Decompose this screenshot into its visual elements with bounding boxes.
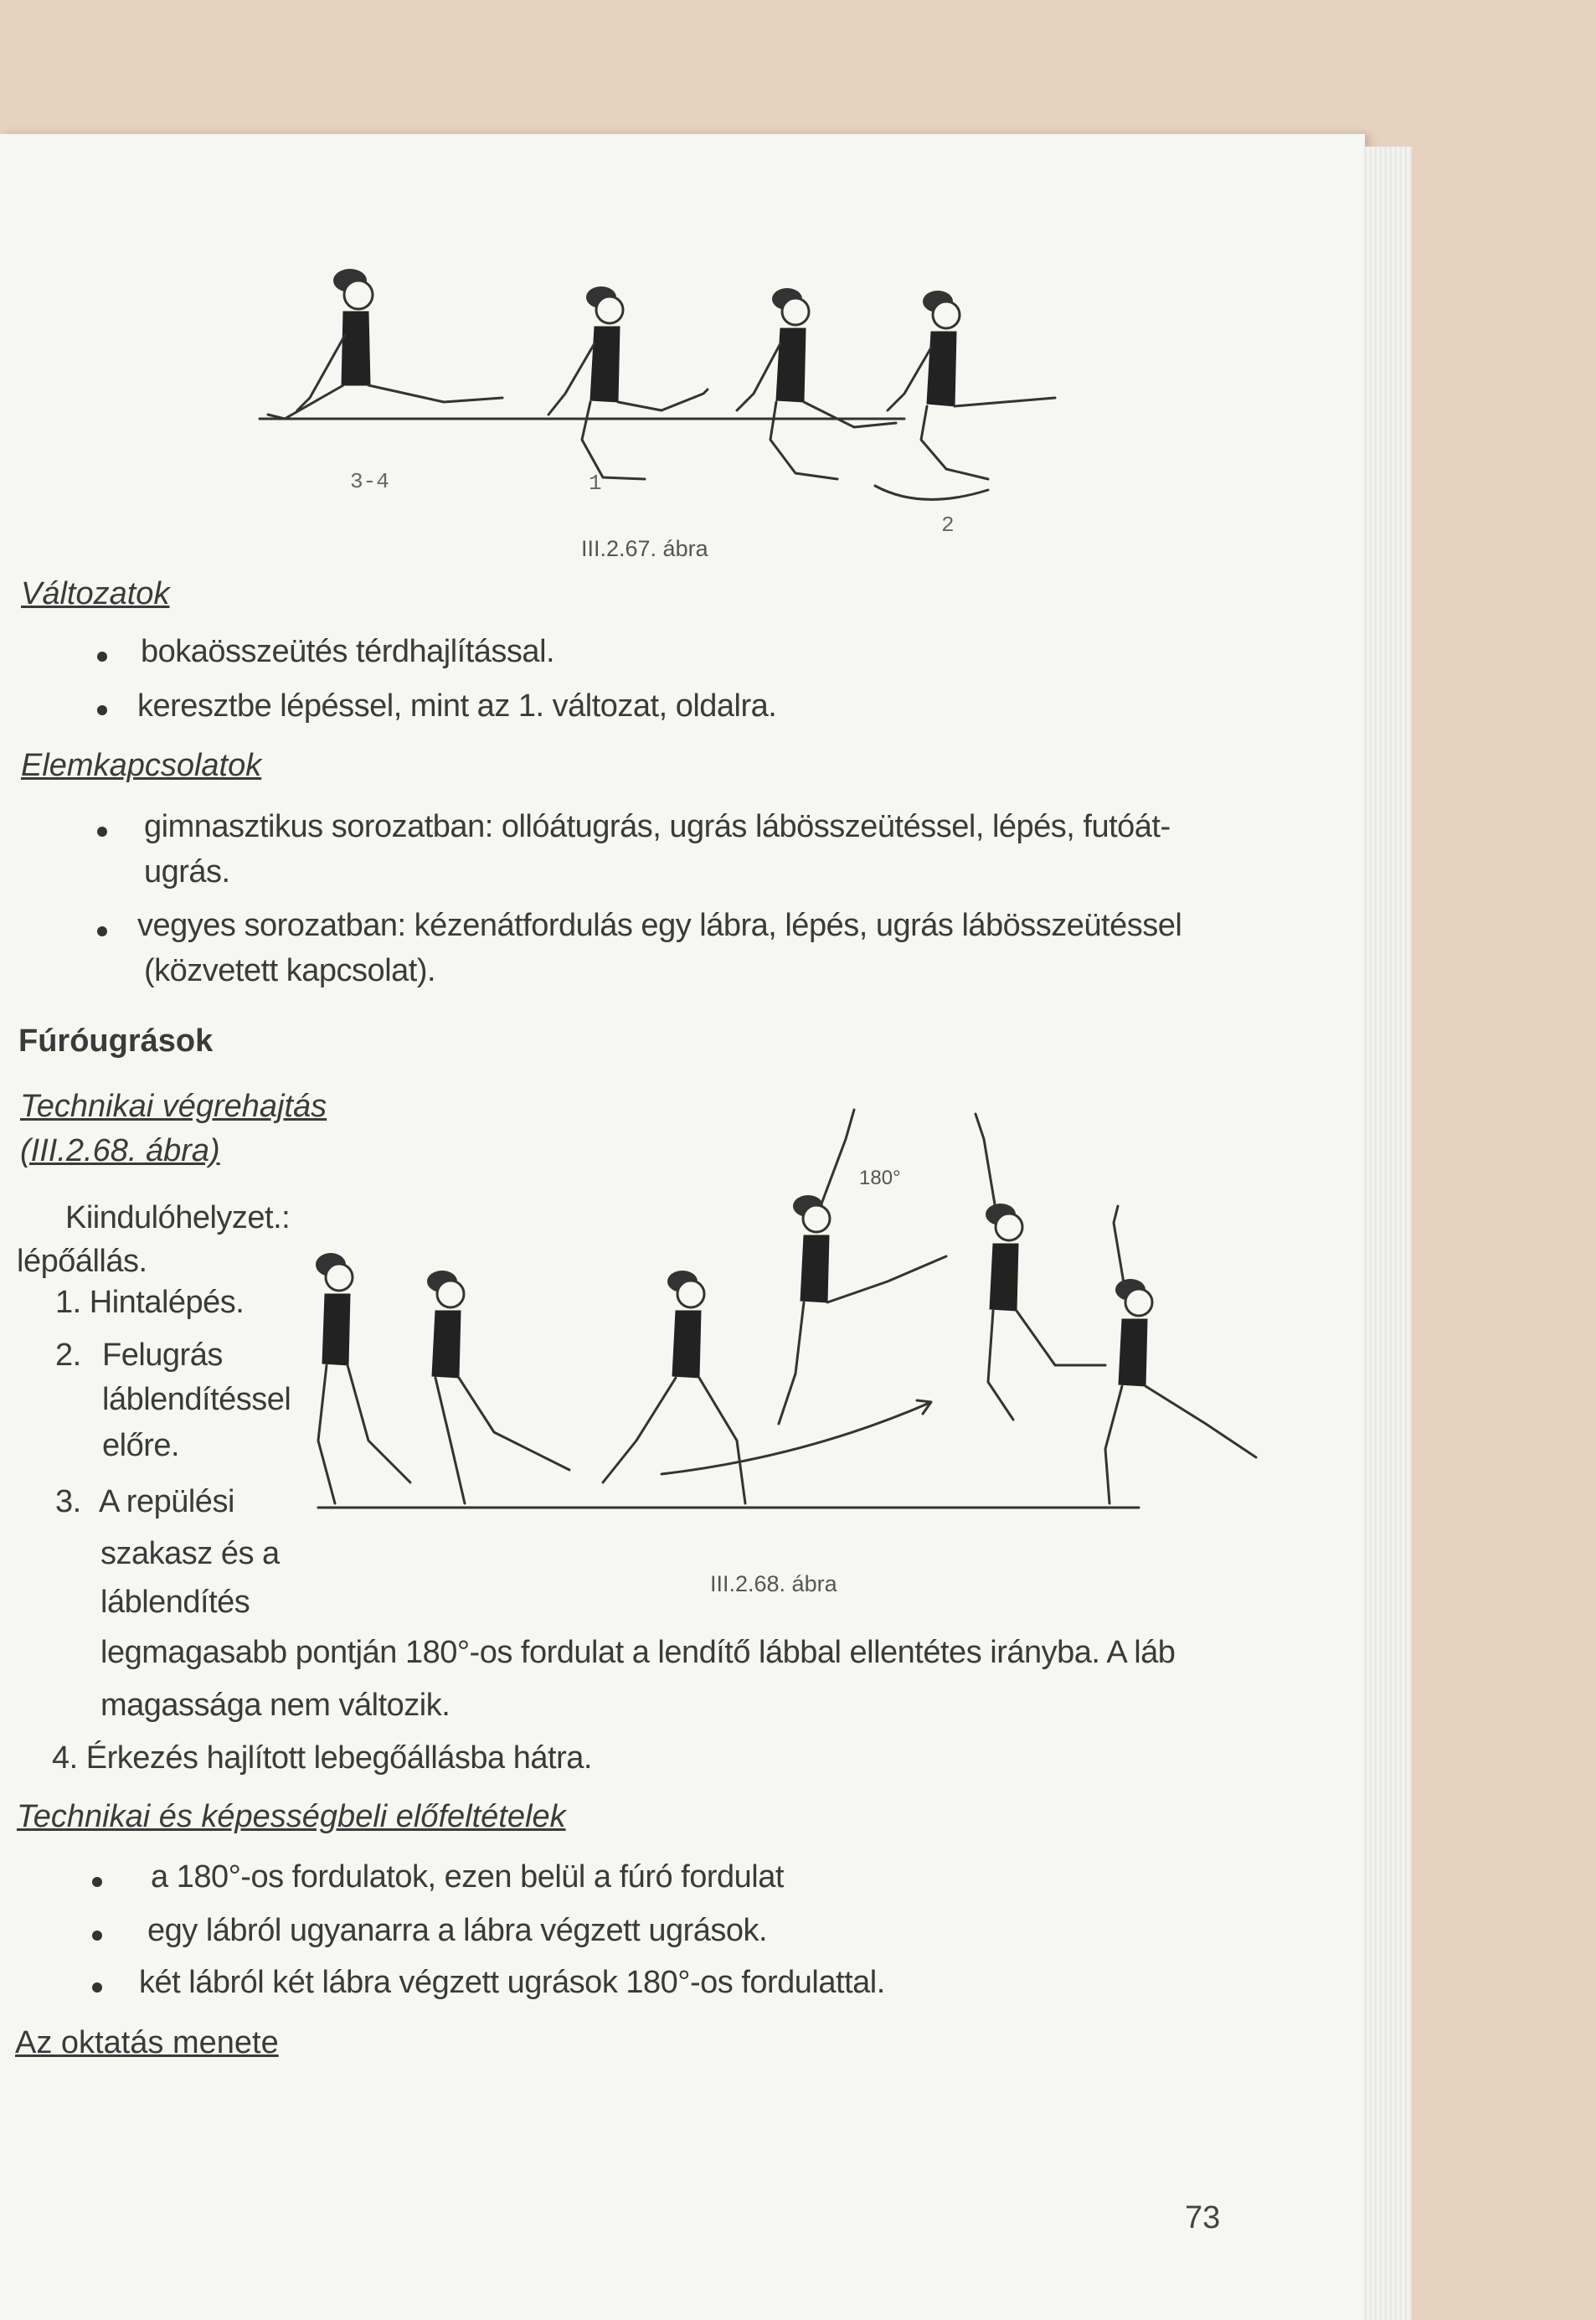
furougrasok-heading: Fúróugrások: [18, 1023, 214, 1059]
bullet: [97, 926, 107, 936]
step-3-number: 3.: [55, 1484, 81, 1519]
page-number: 73: [1185, 2200, 1221, 2235]
elofeltetelek-heading: Technikai és képességbeli előfeltételek: [17, 1799, 566, 1834]
step-3-line-2: szakasz és a: [100, 1536, 280, 1571]
gymnast-figure-step-2: [603, 1271, 745, 1503]
gymnast-figure-1: [548, 286, 708, 479]
valtozatok-heading: Változatok: [21, 576, 170, 611]
oktatas-heading: Az oktatás menete: [15, 2025, 279, 2060]
figure-68-angle-label: 180°: [859, 1167, 901, 1189]
step-4: 4. Érkezés hajlított lebegőállásba hátra.: [52, 1740, 592, 1776]
figure-67-illustration: [251, 260, 1072, 536]
step-3-continuation-1: legmagasabb pontján 180°-os fordulat a lendítő lábbal ellentétes irányba. A láb: [100, 1635, 1176, 1670]
step-1: 1. Hintalépés.: [55, 1285, 245, 1320]
bullet: [97, 705, 107, 715]
gymnast-figure-2b: [888, 291, 1055, 479]
figure-67-label-3-4: 3-4: [350, 469, 389, 494]
bullet: [97, 827, 107, 837]
step-3-line-1: A repülési: [99, 1484, 234, 1519]
elofeltetelek-item-3: két lábról két lábra végzett ugrások 180°-os fordulattal.: [139, 1965, 885, 2000]
bullet: [97, 652, 107, 662]
elemkapcsolatok-heading: Elemkapcsolatok: [21, 748, 262, 783]
gymnast-figure-landing: [1105, 1206, 1256, 1503]
elemkapcsolatok-item-1-line-1: gimnasztikus sorozatban: ollóátugrás, ugrás lábösszeütéssel, lépés, futóát-: [144, 809, 1171, 844]
kiindulohelyzet-value: lépőállás.: [17, 1244, 147, 1279]
elofeltetelek-item-2: egy lábról ugyanarra a lábra végzett ugrások.: [147, 1913, 768, 1948]
step-2-line-2: láblendítéssel: [102, 1382, 291, 1417]
gymnast-figure-3-4: [268, 269, 502, 419]
step-2-number: 2.: [55, 1338, 81, 1373]
valtozatok-item-1: bokaösszeütés térdhajlítással.: [141, 634, 555, 669]
gymnast-figure-turn: [976, 1114, 1105, 1420]
gymnast-figure-2a: [737, 288, 896, 479]
step-3-line-3: láblendítés: [100, 1585, 250, 1620]
gymnast-figure-flight: [779, 1110, 946, 1424]
technikai-vegrehajtas-heading: Technikai végrehajtás: [20, 1089, 327, 1124]
elemkapcsolatok-item-1-line-2: ugrás.: [144, 854, 230, 889]
figure-67-label-2: 2: [941, 513, 955, 538]
figure-68-reference: (III.2.68. ábra): [20, 1133, 220, 1168]
gymnast-figure-step-1: [427, 1271, 569, 1503]
elofeltetelek-item-1: a 180°-os fordulatok, ezen belül a fúró fordulat: [151, 1859, 784, 1895]
step-2-line-3: előre.: [102, 1428, 180, 1463]
valtozatok-item-2: keresztbe lépéssel, mint az 1. változat, oldalra.: [137, 688, 777, 724]
step-2-line-1: Felugrás: [102, 1338, 223, 1373]
page-stack-edge: [1363, 147, 1412, 2320]
bullet: [92, 1931, 102, 1941]
gymnast-figure-start: [316, 1253, 410, 1503]
elemkapcsolatok-item-2-line-1: vegyes sorozatban: kézenátfordulás egy lábra, lépés, ugrás lábösszeütéssel: [137, 908, 1182, 943]
figure-68-illustration: [301, 1089, 1273, 1524]
step-3-continuation-2: magassága nem változik.: [100, 1688, 450, 1723]
kiindulohelyzet: Kiindulóhelyzet.:: [65, 1200, 291, 1235]
bullet: [92, 1982, 102, 1993]
figure-67-label-1: 1: [589, 471, 602, 496]
bullet: [92, 1877, 102, 1887]
elemkapcsolatok-item-2-line-2: (közvetett kapcsolat).: [144, 953, 436, 988]
figure-68-caption: III.2.68. ábra: [710, 1571, 837, 1596]
figure-67-caption: III.2.67. ábra: [581, 536, 708, 561]
